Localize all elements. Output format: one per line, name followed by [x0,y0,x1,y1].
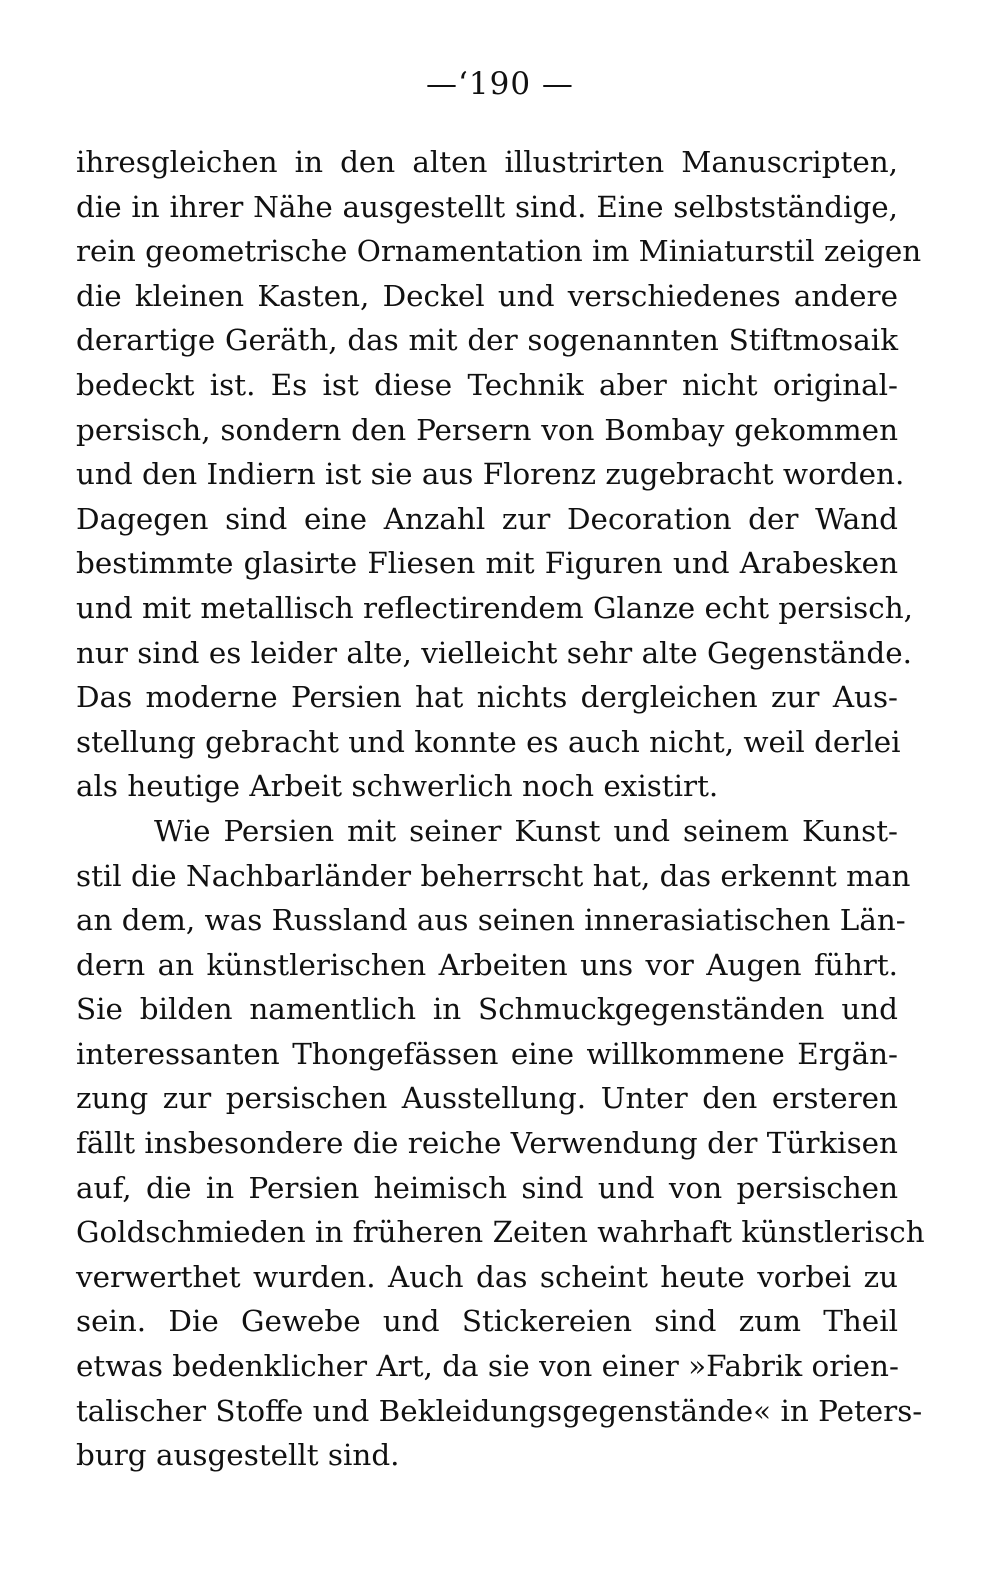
text-line: die kleinen Kasten, Deckel und verschiedenes andere [76,278,898,313]
text-line: bestimmte glasirte Fliesen mit Figuren und Arabesken [76,546,898,581]
text-line: Wie Persien mit seiner Kunst und seinem Kunst- [154,813,898,848]
text-line: talischer Stoffe und Bekleidungsgegenstände« in Peters- [76,1393,923,1428]
text-line: und den Indiern ist sie aus Florenz zugebracht worden. [76,457,905,492]
text-line: burg ausgestellt sind. [76,1438,400,1473]
text-line: dern an künstlerischen Arbeiten uns vor Augen führt. [76,947,898,982]
text-line: nur sind es leider alte, vielleicht sehr alte Gegenstände. [76,635,912,670]
text-line: Sie bilden namentlich in Schmuckgegenständen und [76,992,898,1027]
text-line: an dem, was Russland aus seinen innerasiatischen Län- [76,903,906,938]
text-line: interessanten Thongefässen eine willkommene Ergän- [76,1036,898,1071]
text-line: Goldschmieden in früheren Zeiten wahrhaft künstlerisch [76,1215,925,1250]
text-line: persisch, sondern den Persern von Bombay gekommen [76,412,898,447]
page-number: —‘190 — [426,66,574,102]
text-line: etwas bedenklicher Art, da sie von einer »Fabrik orien- [76,1349,899,1384]
text-line: stil die Nachbarländer beherrscht hat, das erkennt man [76,858,911,893]
text-line: fällt insbesondere die reiche Verwendung der Türkisen [76,1126,898,1161]
text-line: zung zur persischen Ausstellung. Unter den ersteren [76,1081,898,1116]
text-line: stellung gebracht und konnte es auch nicht, weil derlei [76,724,901,759]
body-text [76,140,925,1478]
text-line: bedeckt ist. Es ist diese Technik aber nicht original- [76,367,898,402]
text-line: sein. Die Gewebe und Stickereien sind zum Theil [76,1304,898,1339]
text-line: die in ihrer Nähe ausgestellt sind. Eine selbstständige, [76,189,898,224]
text-line: derartige Geräth, das mit der sogenannten Stiftmosaik [76,323,898,358]
text-line: auf, die in Persien heimisch sind und von persischen [76,1170,898,1205]
text-line: verwerthet wurden. Auch das scheint heute vorbei zu [76,1259,898,1294]
text-line: als heutige Arbeit schwerlich noch existirt. [76,769,719,804]
text-line: und mit metallisch reflectirendem Glanze echt persisch, [76,590,913,625]
text-line: ihresgleichen in den alten illustrirten Manuscripten, [76,145,898,179]
text-line: Das moderne Persien hat nichts dergleichen zur Aus- [76,680,898,715]
text-line: rein geometrische Ornamentation im Miniaturstil zeigen [76,234,922,269]
text-line: Dagegen sind eine Anzahl zur Decoration der Wand [76,501,898,536]
